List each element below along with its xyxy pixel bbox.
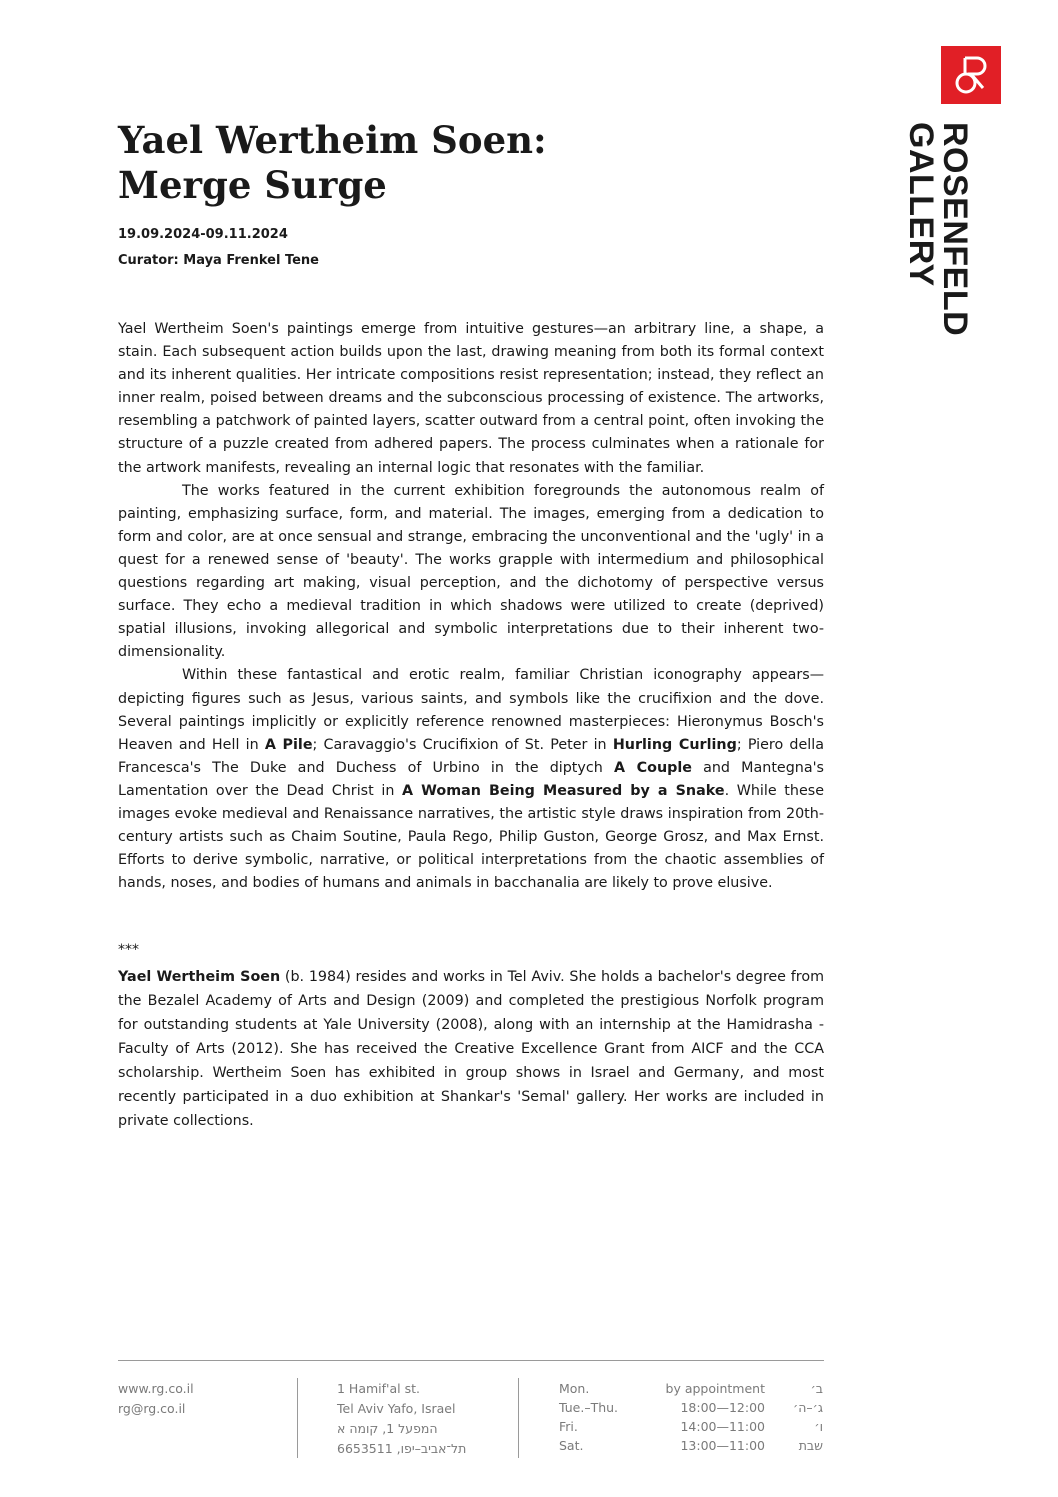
- hours-time: by appointment: [665, 1381, 765, 1396]
- title-line-2: Merge Surge: [118, 163, 387, 207]
- bio-text: (b. 1984) resides and works in Tel Aviv. She holds a bachelor's degree from the Bezalel Academy of Arts and Design (2009) and completed the prestigious Norfolk program for outstanding students at Yale University (2008), along with an internship at the Hamidrasha - Faculty of Arts (2012). She has received the Creative Excellence Grant from AICF and the CCA scholarship. Wertheim Soen has exhibited in group shows in Israel and Germany, and most recently participated in a duo exhibition at Shankar's 'Semal' gallery. Her works are included in private collections.: [118, 969, 824, 1129]
- paragraph-2: The works featured in the current exhibition foregrounds the autonomous realm of painting, emphasizing surface, form, and material. The images, emerging from a dedication to form and color, are at once sensual and strange, embracing the unconventional and the 'ugly' in a quest for a renewed sense of 'beauty'. The works grapple with intermedium and philosophical questions regarding art making, visual perception, and the dichotomy of perspective versus surface. They echo a medieval tradition in which shadows were utilized to create (deprived) spatial illusions, invoking allegorical and symbolic interpretations due to their inherent two-dimensionality.: [118, 482, 824, 661]
- exhibition-dates: 19.09.2024-09.11.2024: [118, 227, 288, 242]
- address-line: 1 Hamif'al st.: [337, 1381, 420, 1396]
- hours-row: [559, 1436, 823, 1455]
- hours-day: Sat.: [559, 1438, 584, 1453]
- hours-day: Fri.: [559, 1419, 578, 1434]
- footer-column-divider: [297, 1378, 298, 1458]
- footer-column-divider: [518, 1378, 519, 1458]
- opening-hours: [559, 1379, 823, 1455]
- hours-row: [559, 1379, 823, 1398]
- footer-divider: [118, 1360, 824, 1361]
- artist-name: Yael Wertheim Soen: [118, 969, 281, 985]
- paragraph-3-text: and Mantegna's Lamentation over the Dead Christ in: [118, 759, 825, 799]
- hours-day: Mon.: [559, 1381, 590, 1396]
- artwork-title: A Woman Being Measured by a Snake: [402, 782, 725, 799]
- paragraph-3-text: Within these fantastical and erotic realm, familiar Christian iconography appears—depicting figures such as Jesus, various saints, and symbols like the crucifixion and the dove. Several paintings implicitly or explicitly reference renowned masterpieces: Hieronymus Bosch's Heaven and Hell in: [118, 667, 824, 753]
- hours-row: [559, 1417, 823, 1436]
- artwork-title: A Couple: [613, 759, 692, 776]
- address-line-hebrew: תל־אביב–יפו, 6653511: [337, 1441, 467, 1456]
- footer-contact: [118, 1379, 194, 1419]
- paragraph-3: [118, 664, 824, 895]
- artwork-title: Hurling Curling: [612, 736, 737, 753]
- section-separator: ***: [118, 942, 139, 958]
- footer-address: [337, 1379, 466, 1459]
- exhibition-text: [118, 318, 824, 895]
- hours-time: 18:00—12:00: [680, 1400, 765, 1415]
- website-link[interactable]: www.rg.co.il: [118, 1381, 194, 1396]
- title-line-1: Yael Wertheim Soen:: [118, 118, 547, 162]
- page-title: [118, 118, 818, 208]
- artwork-title: A Pile: [264, 736, 313, 753]
- curator-line: Curator: Maya Frenkel Tene: [118, 253, 319, 268]
- address-line-hebrew: המפעל 1, קומה א: [337, 1421, 438, 1436]
- artist-bio: [118, 965, 824, 1133]
- paragraph-3-text: ; Caravaggio's Crucifixion of St. Peter in: [312, 736, 613, 753]
- hours-time: 14:00—11:00: [680, 1419, 765, 1434]
- paragraph-3-text: . While these images evoke medieval and Renaissance narratives, the artistic style draws inspiration from 20th-century artists such as Chaim Soutine, Paula Rego, Philip Guston, George Grosz, and Max Ernst. Efforts to derive symbolic, narrative, or political interpretations from the chaotic assemblies of hands, noses, and bodies of humans and animals in bacchanalia are likely to prove elusive.: [118, 782, 825, 892]
- hours-day-hebrew: שבת: [798, 1438, 823, 1453]
- address-line: Tel Aviv Yafo, Israel: [337, 1401, 456, 1416]
- brand-name: [904, 122, 972, 336]
- paragraph-3-text: ; Piero della Francesca's The Duke and Duchess of Urbino in the diptych: [118, 736, 824, 776]
- paragraph-1: Yael Wertheim Soen's paintings emerge from intuitive gestures—an arbitrary line, a shape, a stain. Each subsequent action builds upon the last, drawing meaning from both its formal context and its inherent qualities. Her intricate compositions resist representation; instead, they reflect an inner realm, poised between dreams and the subconscious processing of existence. The artworks, resembling a patchwork of painted layers, scatter outward from a central point, often invoking the structure of a puzzle created from adhered papers. The process culminates when a rationale for the artwork manifests, revealing an internal logic that resonates with the familiar.: [118, 321, 824, 476]
- hours-day: Tue.–Thu.: [559, 1400, 619, 1415]
- brand-line-1: ROSENFELD: [936, 122, 974, 337]
- hours-row: [559, 1398, 823, 1417]
- gallery-logo-icon: [941, 46, 1001, 104]
- brand-line-2: GALLERY: [902, 122, 940, 287]
- hours-day-hebrew: ב׳: [810, 1381, 823, 1396]
- hours-day-hebrew: ו׳: [814, 1419, 823, 1434]
- email-link[interactable]: rg@rg.co.il: [118, 1401, 186, 1416]
- hours-time: 13:00—11:00: [680, 1438, 765, 1453]
- hours-day-hebrew: ג׳–ה׳: [793, 1400, 823, 1415]
